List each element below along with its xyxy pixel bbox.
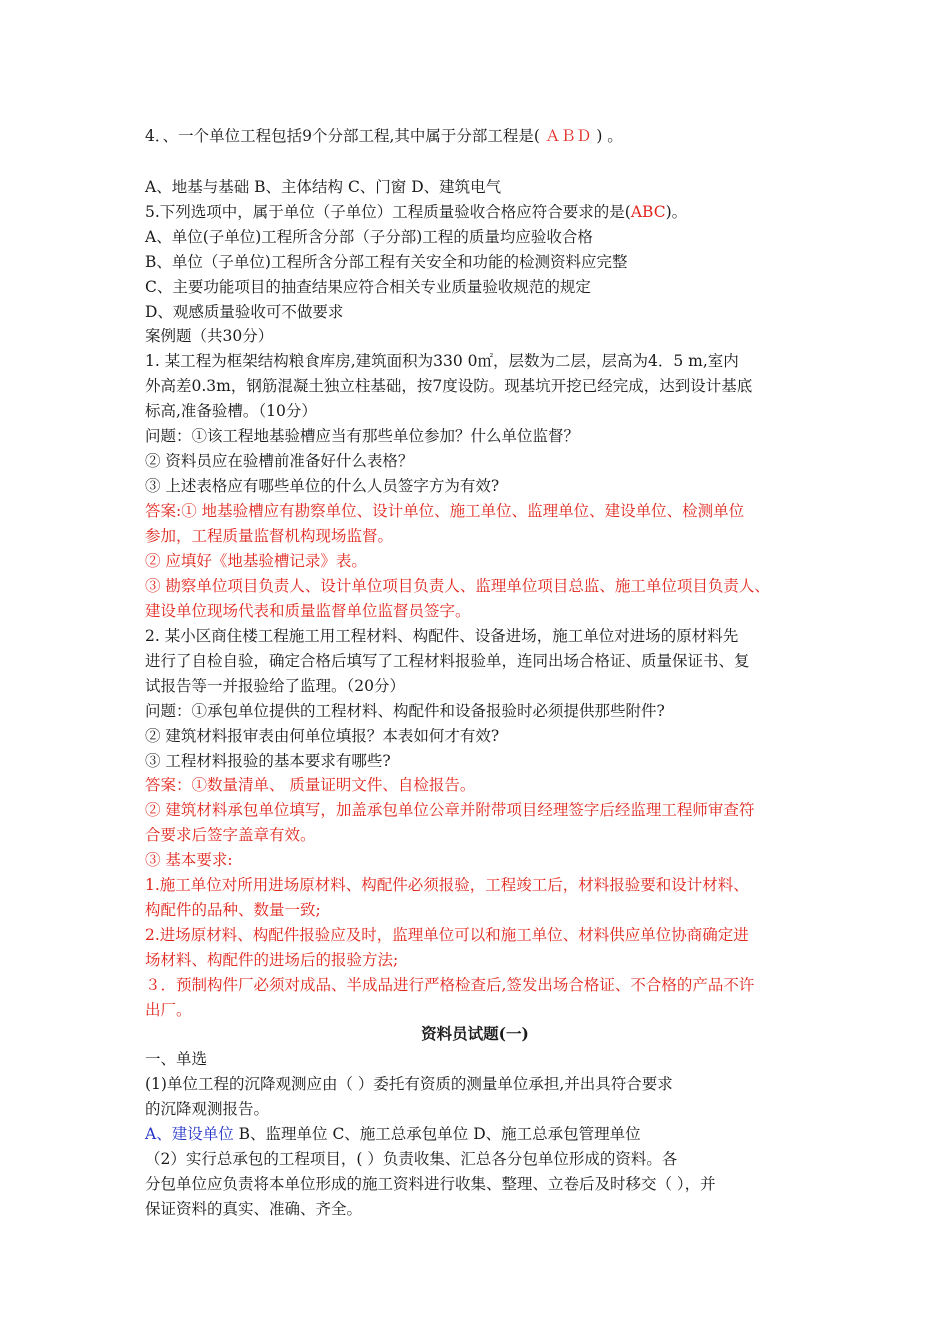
single-choice-1-options: A、建设单位 B、监理单位 C、施工总承包单位 D、施工总承包管理单位 bbox=[145, 1125, 641, 1143]
case-1-answer: 参加，工程质量监督机构现场监督。 bbox=[145, 527, 394, 545]
case-2-text: 2. 某小区商住楼工程施工用工程材料、构配件、设备进场，施工单位对进场的原材料先 bbox=[145, 627, 739, 645]
option-d: D、观感质量验收可不做要求 bbox=[145, 303, 344, 321]
case-2-answer: 出厂。 bbox=[145, 1001, 192, 1019]
case-1-question: 问题：①该工程地基验槽应当有那些单位参加？什么单位监督？ bbox=[145, 427, 580, 445]
single-choice-1: (1)单位工程的沉降观测应由（ ）委托有资质的测量单位承担,并出具符合要求 bbox=[145, 1075, 673, 1093]
single-choice-2: 保证资料的真实、准确、齐全。 bbox=[145, 1200, 363, 1218]
answer-4: ＡＢＤ bbox=[544, 127, 592, 145]
section-title: 资料员试题(一) bbox=[421, 1024, 529, 1043]
case-2-answer: 构配件的品种、数量一致; bbox=[145, 901, 321, 919]
single-choice-header: 一、单选 bbox=[145, 1050, 208, 1068]
case-2-question: 问题：①承包单位提供的工程材料、构配件和设备报验时必须提供那些附件? bbox=[145, 702, 665, 720]
question-5: 5.下列选项中，属于单位（子单位）工程质量验收合格应符合要求的是(ABC)。 bbox=[145, 203, 688, 221]
case-1-text: 1. 某工程为框架结构粮食库房,建筑面积为330 0㎡，层数为二层，层高为4．5 m,室内 bbox=[145, 352, 739, 370]
case-1-text: 标高,准备验槽。（10分） bbox=[145, 402, 317, 420]
case-2-answer: 2.进场原材料、构配件报验应及时，监理单位可以和施工单位、材料供应单位协商确定进 bbox=[145, 926, 749, 944]
answer-5: ABC bbox=[630, 203, 666, 221]
case-1-answer: 答案:① 地基验槽应有勘察单位、设计单位、施工单位、监理单位、建设单位、检测单位 bbox=[145, 502, 745, 520]
single-choice-1: 的沉降观测报告。 bbox=[145, 1100, 270, 1118]
case-1-answer: ③ 勘察单位项目负责人、设计单位项目负责人、监理单位项目总监、施工单位项目负责人、 bbox=[145, 577, 770, 595]
answer-1: A、建设单位 bbox=[145, 1125, 234, 1143]
case-2-question: ③ 工程材料报验的基本要求有哪些? bbox=[145, 752, 391, 770]
case-2-answer: 合要求后签字盖章有效。 bbox=[145, 826, 316, 844]
option-c: C、主要功能项目的抽查结果应符合相关专业质量验收规范的规定 bbox=[145, 278, 591, 296]
option-a: A、单位(子单位)工程所含分部（子分部)工程的质量均应验收合格 bbox=[145, 228, 593, 246]
case-2-answer: ② 建筑材料承包单位填写，加盖承包单位公章并附带项目经理签字后经监理工程师审查符 bbox=[145, 801, 755, 819]
case-2-question: ② 建筑材料报审表由何单位填报？本表如何才有效? bbox=[145, 727, 500, 745]
case-header: 案例题（共30分） bbox=[145, 327, 274, 345]
single-choice-2: 分包单位应负责将本单位形成的施工资料进行收集、整理、立卷后及时移交（ ），并 bbox=[145, 1175, 716, 1193]
case-2-answer: ③ 基本要求: bbox=[145, 851, 233, 869]
question-4: 4．、一个单位工程包括9个分部工程,其中属于分部工程是( ＡＢＤ ) 。 bbox=[145, 127, 623, 145]
case-1-answer: 建设单位现场代表和质量监督单位监督员签字。 bbox=[145, 602, 471, 620]
case-2-answer: 场材料、构配件的进场后的报验方法; bbox=[145, 951, 399, 969]
case-2-answer: 1.施工单位对所用进场原材料、构配件必须报验，工程竣工后，材料报验要和设计材料、 bbox=[145, 876, 749, 894]
option-b: B、单位（子单位)工程所含分部工程有关安全和功能的检测资料应完整 bbox=[145, 253, 628, 271]
case-1-question: ② 资料员应在验槽前准备好什么表格？ bbox=[145, 452, 414, 470]
single-choice-2: （2）实行总承包的工程项目，( ）负责收集、汇总各分包单位形成的资料。各 bbox=[145, 1150, 678, 1168]
case-1-text: 外高差0.3m，钢筋混凝土独立柱基础，按7度设防。现基坑开挖已经完成，达到设计基底 bbox=[145, 377, 753, 395]
case-2-text: 进行了自检自验，确定合格后填写了工程材料报验单，连同出场合格证、质量保证书、复 bbox=[145, 652, 750, 670]
question-4-options: A、地基与基础 B、主体结构 C、门窗 D、建筑电气 bbox=[145, 178, 502, 196]
case-1-answer: ② 应填好《地基验槽记录》表。 bbox=[145, 552, 367, 570]
case-2-text: 试报告等一并报验给了监理。（20分） bbox=[145, 677, 405, 695]
case-2-answer: ３．预制构件厂必须对成品、半成品进行严格检查后,签发出场合格证、不合格的产品不许 bbox=[145, 976, 755, 994]
case-2-answer: 答案：①数量清单、 质量证明文件、自检报告。 bbox=[145, 776, 476, 794]
case-1-question: ③ 上述表格应有哪些单位的什么人员签字方为有效? bbox=[145, 477, 500, 495]
